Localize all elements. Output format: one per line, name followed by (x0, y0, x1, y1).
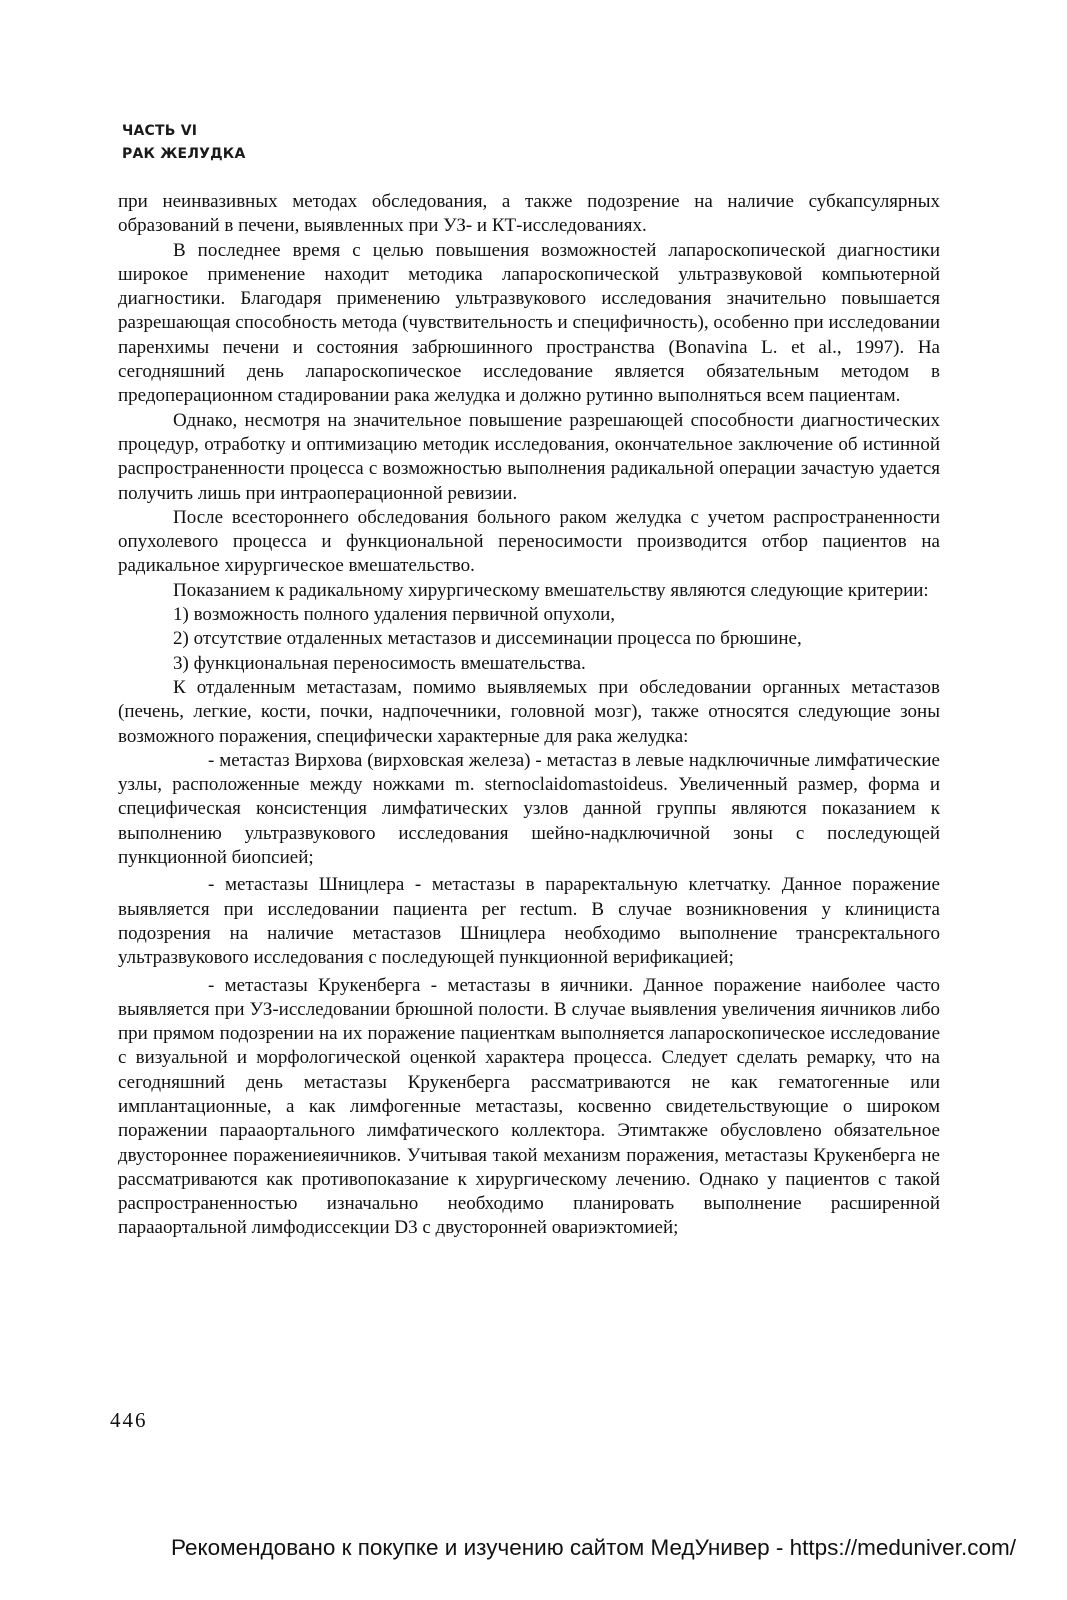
criteria-item: 2) отсутствие отдаленных метастазов и диссеминации процесса по брюшине, (173, 628, 802, 650)
metastasis-item: - метастазы Шницлера - метастазы в параректальную клетчатку. Данное поражение выявляется при исследовании пациента per rectum. В случае возникновения у клинициста подозрения на наличие метастазов Шницлера необходимо выполнение трансректального ультразвукового исследования с последующей пункционной верификацией; (118, 874, 940, 969)
page-number: 446 (110, 1408, 148, 1432)
footer-promo: Рекомендовано к покупке и изучению сайтом МедУнивер - https://meduniver.com/ (171, 1535, 1016, 1560)
paragraph: После всестороннего обследования больного раком желудка с учетом распространенности опухолевого процесса и функциональной переносимости производится отбор пациентов на радикальное хирургическое вмешательство. (118, 506, 940, 577)
criteria-item: 1) возможность полного удаления первичной опухоли, (173, 604, 616, 626)
metastasis-item: - метастазы Крукенберга - метастазы в яичники. Данное поражение наиболее часто выявляется при УЗ-исследовании брюшной полости. В случае выявления увеличения яичников либо при прямом подозрении на их поражение пациенткам выполняется лапароскопическое исследование с визуальной и морфологической оценкой характера процесса. Следует сделать ремарку, что на сегодняшний день метастазы Крукенберга рассматриваются не как гематогенные или имплантационные, а как лимфогенные метастазы, косвенно свидетельствующие о широком поражении парааортального лимфатического коллектора. Этимтакже обусловлено обязательное двустороннее поражениеяичников. Учитывая такой механизм поражения, метастазы Крукенберга не рассматриваются как противопоказание к хирургическому лечению. Однако у пациентов с такой распространенностью изначально необходимо планировать выполнение расширенной парааортальной лимфодиссекции D3 с двусторонней овариэктомией; (118, 974, 940, 1239)
paragraph: при неинвазивных методах обследования, а также подозрение на наличие субкапсулярных образований в печени, выявленных при УЗ- и КТ-исследованиях. (118, 191, 940, 237)
running-header (122, 120, 245, 166)
criteria-item: 3) функциональная переносимость вмешательства. (173, 652, 586, 674)
paragraph: Показанием к радикальному хирургическому вмешательству являются следующие критерии: (173, 579, 929, 601)
body-text (118, 190, 940, 1241)
paragraph: Однако, несмотря на значительное повышение разрешающей способности диагностических процедур, отработку и оптимизацию методик исследования, окончательное заключение об истинной распространенности процесса с возможностью выполнения радикальной операции зачастую удается получить лишь при интраоперационной ревизии. (118, 409, 940, 504)
metastasis-item: - метастаз Вирхова (вирховская железа) - метастаз в левые надключичные лимфатические узлы, расположенные между ножками m. sternoclaidomastoideus. Увеличенный размер, форма и специфическая консистенция лимфатических узлов данной группы являются показанием к выполнению ультразвукового исследования шейно-надключичной зоны с последующей пункционной биопсией; (118, 749, 940, 869)
paragraph: В последнее время с целью повышения возможностей лапароскопической диагностики широкое применение находит методика лапароскопической ультразвуковой компьютерной диагностики. Благодаря применению ультразвукового исследования значительно повышается разрешающая способность метода (чувствительность и специфичность), особенно при исследовании паренхимы печени и состояния забрюшинного пространства (Bonavina L. et al., 1997). На сегодняшний день лапароскопическое исследование является обязательным методом в предоперационном стадировании рака желудка и должно рутинно выполняться всем пациентам. (118, 239, 940, 407)
chapter-label: РАК ЖЕЛУДКА (122, 146, 246, 162)
paragraph: К отдаленным метастазам, помимо выявляемых при обследовании органных метастазов (печень, легкие, кости, почки, надпочечники, головной мозг), также относятся следующие зоны возможного поражения, специфически характерные для рака желудка: (118, 676, 940, 747)
part-label: ЧАСТЬ VI (122, 123, 198, 139)
